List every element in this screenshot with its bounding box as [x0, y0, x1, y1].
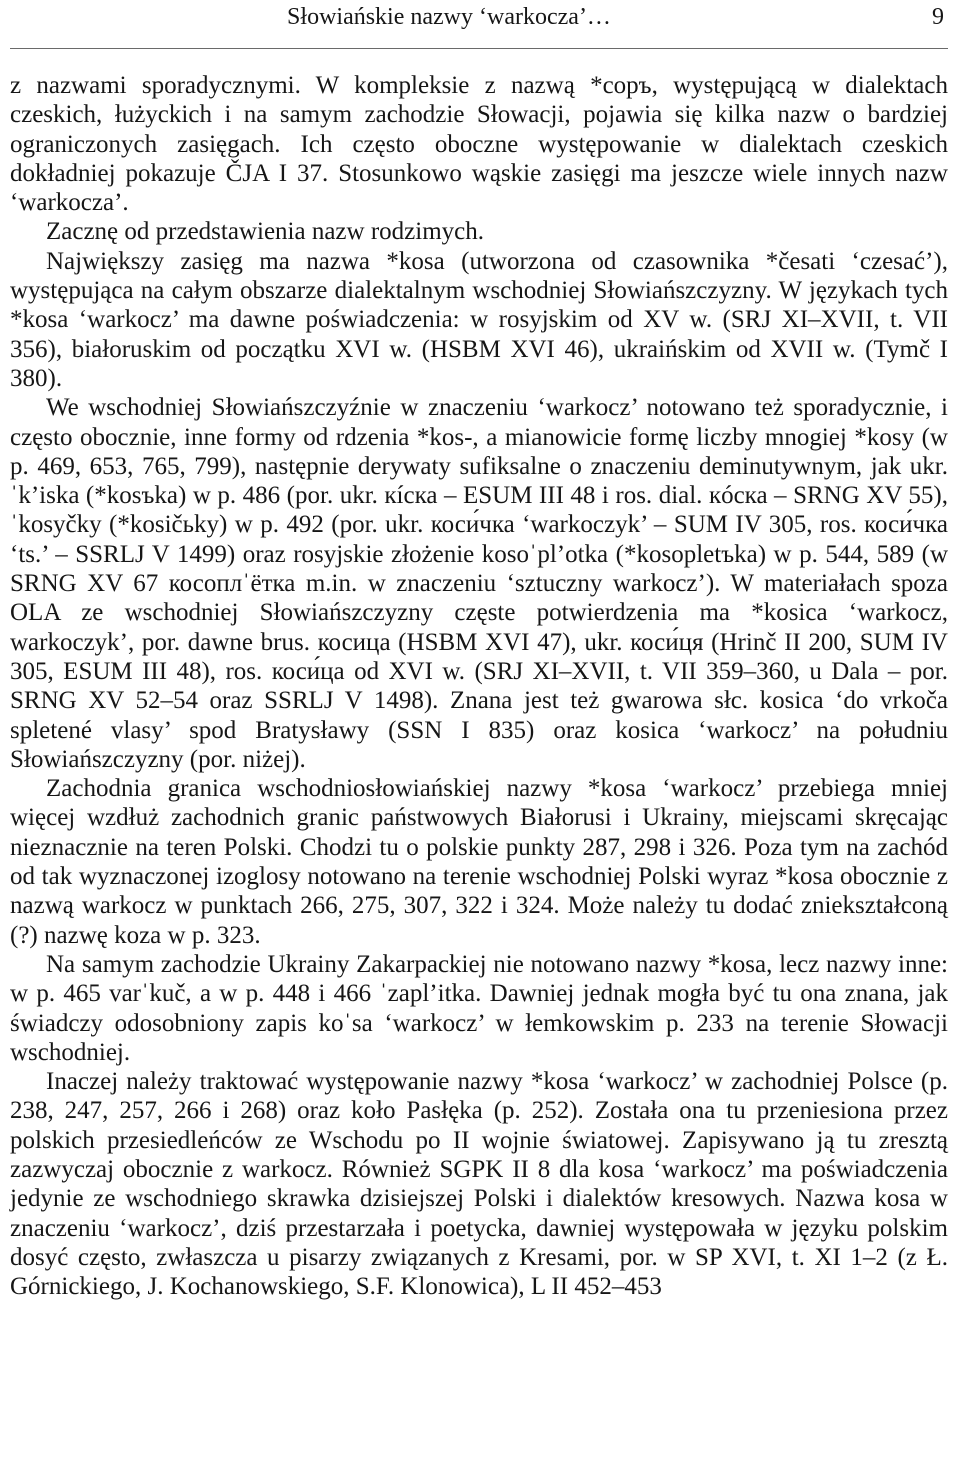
paragraph-kosa-forms: We wschodniej Słowiańszczyźnie w znaczeniu ‘warkocz’ notowano też sporadycznie, i często obocznie, inne formy od rdzenia *kos-, a mianowicie formę liczby mnogiej *kosy (w p. 469, 653, 765, 799), następnie derywaty sufiksalne o znaczeniu deminutywnym, jak ukr. ˈk’iska (*kosъka) w p. 486 (por. ukr. кíска – ESUM III 48 i ros. dial. кóска – SRNG XV 55), ˈkosyčky (*kosičьky) w p. 492 (por. ukr. коси́чка ‘warkoczyk’ – SUM IV 305, ros. коси́чка ‘ts.’ – SSRLJ V 1499) oraz rosyjskie złożenie kosoˈpl’otka (*kosopletъka) w p. 544, 589 (w SRNG XV 67 косоплˈётка m.in. w znaczeniu ‘sztuczny warkocz’). W materiałach spoza OLA ze wschodniej Słowiańszczyzny częste potwierdzenia ma *kosica ‘warkocz, warkoczyk’, por. dawne brus. косица (HSBM XVI 47), ukr. коси́ця (Hrinč II 200, SUM IV 305, ESUM III 48), ros. коси́ца od XVI w. (SRJ XI–XVII, t. VII 359–360, u Dala – por. SRNG XV 52–54 oraz SSRLJ V 1498). Znana jest też gwarowa słc. kosica ‘do vrkoča spletené vlasy’ spod Bratysławy (SSN I 835) oraz kosica ‘warkocz’ na południu Słowiańszczyzny (por. niżej).	[10, 394, 948, 773]
running-title: Słowiańskie nazwy ‘warkocza’…	[287, 4, 611, 30]
paragraph-kosa-range: Największy zasięg ma nazwa *kosa (utworzona od czasownika *česati ‘czesać’), występująca na całym obszarze dialektalnym wschodniej Słowiańszczyzny. W językach tych *kosa ‘warkocz’ ma dawne poświadczenia: w rosyjskim od XV w. (SRJ XI–XVII, t. VII 356), białoruskim od początku XVI w. (HSBM XVI 46), ukraińskim od XVII w. (Tymč I 380).	[10, 247, 948, 392]
page-number: 9	[932, 4, 944, 30]
paragraph-western-poland: Inaczej należy traktować występowanie nazwy *kosa ‘warkocz’ w zachodniej Polsce (p. 238, 247, 257, 266 i 268) oraz koło Pasłęka (p. 252). Została ona tu przeniesiona przez polskich przesiedleńców ze Wschodu po II wojnie światowej. Zapisywano ją tu zresztą zazwyczaj obocznie z warkocz. Również SGPK II 8 dla kosa ‘warkocz’ ma poświadczenia jedynie ze wschodniego skrawka dzisiejszej Polski i dialektów kresowych. Nazwa kosa w znaczeniu ‘warkocz’, dziś przestarzała i poetycka, dawniej występowała w języku polskim dosyć często, zwłaszcza u pisarzy związanych z Kresami, por. w SP XVI, t. XI 1–2 (z Ł. Górnickiego, J. Kochanowskiego, S.F. Klonowica), L II 452–453	[10, 1068, 948, 1301]
running-header	[10, 0, 948, 49]
paragraph-zakarpattia: Na samym zachodzie Ukrainy Zakarpackiej nie notowano nazwy *kosa, lecz nazwy inne: w p. 465 varˈkuč, a w p. 448 i 466 ˈzapl’itka. Dawniej jednak mogła być tu ona znana, jak świadczy odosobniony zapis koˈsa ‘warkocz’ w łemkowskim p. 233 na terenie Słowacji wschodniej.	[10, 950, 948, 1066]
paragraph-western-border: Zachodnia granica wschodniosłowiańskiej nazwy *kosa ‘warkocz’ przebiega mniej więcej wzdłuż zachodnich granic państwowych Białorusi i Ukrainy, miejscami skręcając nieznacznie na teren Polski. Chodzi tu o polskie punkty 287, 298 i 326. Poza tym na zachód od tak wyznaczonej izoglosy notowano na terenie wschodniej Polski wyraz *kosa obocznie z nazwą warkocz w punktach 266, 275, 307, 322 i 324. Może należy tu dodać zniekształconą (?) nazwę koza w p. 323.	[10, 775, 948, 949]
paragraph-continuation: z nazwami sporadycznymi. W kompleksie z nazwą *соръ, występującą w dialektach czeskich, łużyckich i na samym zachodzie Słowacji, pojawia się kilka nazw o bardziej ograniczonych zasięgach. Ich często oboczne występowanie w dialektach czeskich dokładniej pokazuje ČJA I 37. Stosunkowo wąskie zasięgi ma jeszcze wiele innych nazw ‘warkocza’.	[10, 72, 948, 217]
body-text	[10, 71, 948, 1301]
paragraph-intro: Zacznę od przedstawienia nazw rodzimych.	[46, 218, 484, 246]
